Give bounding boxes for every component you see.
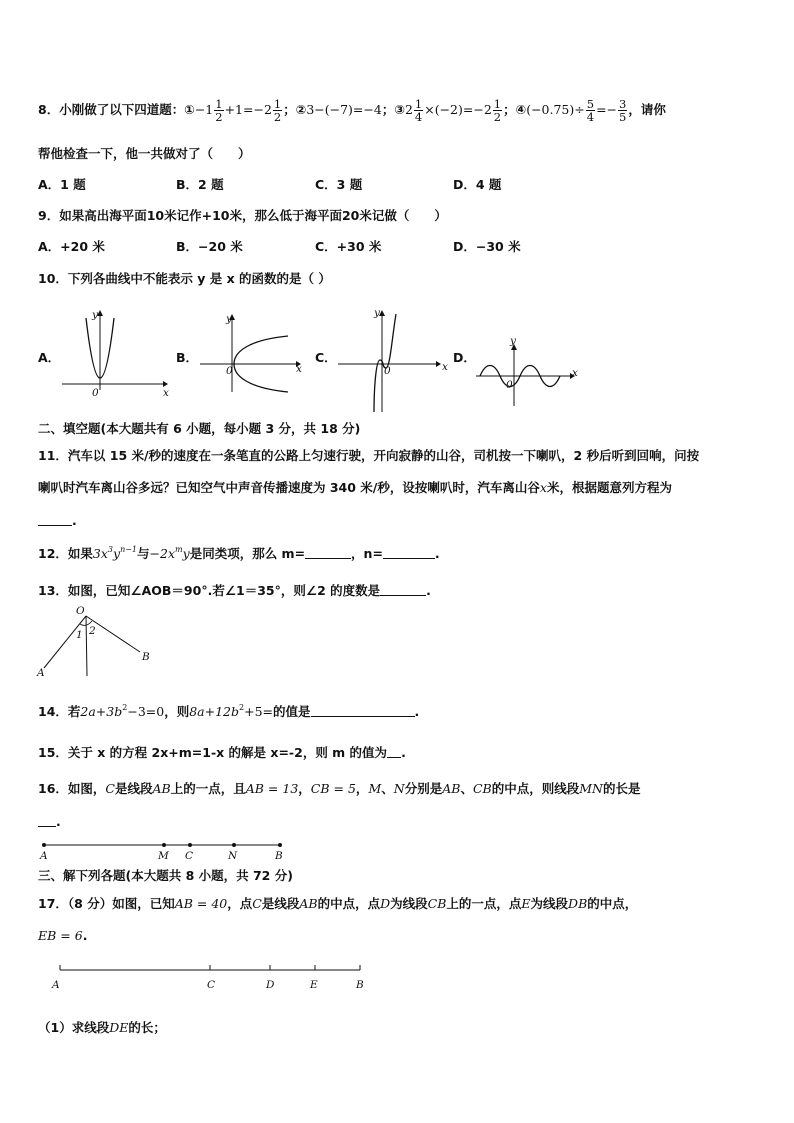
answer-blank[interactable] [311,704,415,717]
y-label: y [226,313,232,325]
question-text: . [72,513,77,528]
label-d: D [266,979,275,991]
question-text: 的中点， [587,896,638,911]
question-text: ， [355,781,369,796]
item-marker: ；② [283,102,307,117]
question-text: 15．关于 x 的方程 2x+m=1-x 的解是 x=-2，则 m 的值为 [38,745,388,760]
math-expr: −3=0 [127,704,165,719]
math-expr: 3x [92,546,108,561]
origin-label: 0 [92,387,99,399]
question-text: 上的一点，且 [170,781,246,796]
cubic-curve [374,314,396,412]
exponent: n−1 [120,545,138,554]
question-text: 是线段 [261,896,300,911]
question-text: 小刚做了以下四道题： [59,102,185,117]
question-text: 的长； [128,1020,166,1035]
option-d: D．4 题 [453,177,502,192]
option-b: B．−20 米 [176,239,243,254]
option-d: D．−30 米 [453,239,521,254]
point-n [232,843,236,847]
segment-diagram-16 [38,838,288,864]
origin-label: 0 [384,365,391,377]
angle-1-label: 1 [76,629,83,641]
origin-label: 0 [506,379,513,391]
math-var: M [368,781,382,796]
question-text: . [414,704,420,719]
question-11-line3 [38,513,77,529]
point-o-label: O [76,605,85,617]
answer-blank[interactable] [387,745,401,758]
math-var: D [380,896,391,911]
point-c [188,843,192,847]
question-text: 16．如图， [38,781,106,796]
question-text: ，则 [164,704,190,719]
math-var: DB [568,896,588,911]
graph-label-a: A． [38,350,61,365]
math-expr: CB = 5 [310,781,356,796]
exponent: 2 [239,703,245,712]
answer-blank[interactable] [38,814,56,827]
math-expr: AB = 13 [245,781,299,796]
question-text: 为线段 [530,896,569,911]
question-text: 、 [381,781,394,796]
x-label: x [296,363,302,375]
question-text: ，n= [351,546,383,561]
question-text: . [56,814,61,829]
y-label: y [374,307,380,319]
question-text: ，点 [227,896,253,911]
y-label: y [510,335,516,347]
x-label: x [163,387,169,399]
question-text: 14．若 [38,704,81,719]
question-text: 的中点，点 [317,896,381,911]
question-text: 的长是 [602,781,641,796]
math-var: N [393,781,405,796]
x-arrow [436,361,441,367]
math-expr: 8a+12b [189,704,240,719]
question-text: 喇叭时汽车离山谷多远？已知空气中声音传播速度为 340 米/秒，设按喇叭时，汽车离山谷 [38,480,540,495]
question-text: 是线段 [114,781,153,796]
math-var: CB [472,781,492,796]
math-expr: AB = 40 [174,896,228,911]
math-var: C [105,781,115,796]
question-13-text [38,583,431,599]
ray-oa [44,616,86,668]
question-15-text [38,745,406,761]
question-17-text [38,896,637,912]
section-3-heading: 三、解下列各题(本大题共 8 小题，共 72 分) [38,868,293,883]
math-var: AB [152,781,171,796]
option-a: A．1 题 [38,177,86,192]
answer-blank-n[interactable] [383,546,435,559]
question-text: 与 [137,546,150,561]
label-m: M [158,850,169,862]
question-text: 的值是 [273,704,311,719]
question-14-text [38,704,419,720]
point-b-label: B [142,651,150,663]
fraction: $\frac{1}{2}$ [273,97,282,124]
question-12-text [38,546,440,562]
question-11-line1: 11．汽车以 15 米/秒的速度在一条笔直的公路上匀速行驶，开向寂静的山谷，司机按一下喇叭，2 秒后听到回响，问按 [38,448,700,463]
option-c: C．+30 米 [315,239,382,254]
question-text: . [426,583,431,598]
item-marker: ；③ [381,102,405,117]
graph-label-c: C． [315,350,337,365]
question-text: 上的一点，点 [446,896,522,911]
segment-diagram-17 [48,962,378,994]
math-expr: +5= [244,704,274,719]
question-text: 12．如果 [38,546,93,561]
angle-2-label: 2 [89,625,96,637]
question-17-sub1 [38,1020,166,1036]
question-text: 是同类项，那么 m= [189,546,306,561]
point-a [42,843,46,847]
question-text: 的中点，则线段 [491,781,580,796]
section-2-heading: 二、填空题(本大题共有 6 小题，每小题 3 分，共 18 分) [38,421,361,436]
answer-blank[interactable] [380,583,426,596]
math-expr: =− [596,102,618,117]
math-expr: y [113,546,121,561]
math-expr: +1=−2 [224,102,272,117]
label-b: B [356,979,364,991]
label-a: A [40,850,48,862]
question-9-text: 9．如果高出海平面10米记作+10米，那么低于海平面20米记做（ ） [38,208,447,223]
exponent: 2 [122,703,128,712]
question-text: 17．（8 分）如图，已知 [38,896,175,911]
y-label: y [92,309,98,321]
question-text: 13．如图，已知∠AOB＝90°.若∠1＝35°，则∠2 的度数是 [38,583,381,598]
math-expr: 2 [404,102,413,117]
math-var: C [252,896,262,911]
label-c: C [207,979,216,991]
angle-diagram [34,606,164,682]
question-text: （1）求线段 [38,1020,110,1035]
answer-blank-m[interactable] [305,546,351,559]
option-c: C．3 题 [315,177,363,192]
math-var: CB [427,896,447,911]
question-8-line1 [38,98,666,123]
point-b [278,843,282,847]
math-var: x [539,480,547,495]
exponent: 3 [107,545,114,554]
question-text: ，请你 [628,102,666,117]
answer-blank[interactable] [38,513,72,526]
graph-b [198,312,308,392]
math-var: DE [109,1020,129,1035]
math-expr: 3−(−7)=−4 [306,102,382,117]
graph-label-b: B． [176,350,199,365]
label-c: C [185,850,194,862]
math-var: E [521,896,531,911]
option-a: A．+20 米 [38,239,105,254]
label-n: N [228,850,238,862]
label-e: E [310,979,318,991]
question-10-text: 10．下列各曲线中不能表示 y 是 x 的函数的是（ ） [38,271,331,286]
question-11-line2 [38,480,672,496]
question-text: 、 [460,781,473,796]
question-text: . [401,745,406,760]
fraction: $\frac{5}{4}$ [586,97,595,124]
point-a-label: A [37,667,45,679]
math-expr: −2x [149,546,176,561]
graph-c [336,308,448,414]
math-expr: y [182,546,190,561]
fraction: $\frac{1}{2}$ [493,97,502,124]
math-var: AB [299,896,318,911]
fraction: $\frac{1}{2}$ [215,97,223,124]
math-var: AB [442,781,461,796]
graph-label-d: D． [453,350,476,365]
math-var: MN [579,781,603,796]
question-text: . [434,546,440,561]
math-expr: EB = 6 [38,928,83,943]
graph-a [60,309,170,399]
question-17-line2 [38,928,87,944]
exponent: m [175,545,183,554]
origin-label: 0 [226,365,233,377]
question-text: 分别是 [404,781,443,796]
question-8-line2: 帮他检查一下，他一共做对了（ ） [38,146,251,161]
fraction: $\frac{3}{5}$ [619,97,627,124]
x-label: x [442,361,448,373]
graph-d [474,335,584,412]
question-text: 米，根据题意列方程为 [546,480,672,495]
point-m [162,843,166,847]
option-b: B．2 题 [176,177,224,192]
question-16-text [38,781,640,797]
x-label: x [572,367,578,379]
question-16-line2 [38,814,61,830]
fraction: $\frac{1}{4}$ [414,97,423,124]
question-text: . [82,928,88,943]
label-a: A [52,979,60,991]
math-expr: ×(−2)=−2 [424,102,492,117]
math-expr: −1 [194,102,214,117]
label-b: B [275,850,283,862]
question-text: 为线段 [390,896,428,911]
math-expr: (−0.75)÷ [526,102,585,117]
item-marker: ① [184,102,195,117]
math-expr: 2a+3b [80,704,123,719]
item-marker: ；④ [503,102,527,117]
question-text: ， [298,781,311,796]
question-number: 8． [38,102,60,117]
